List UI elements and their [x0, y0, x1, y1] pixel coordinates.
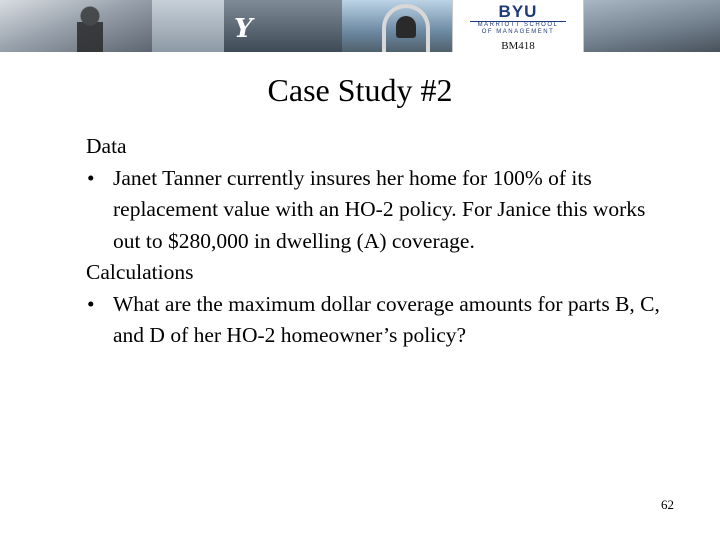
y-logo-icon: Y — [234, 14, 253, 44]
slide-title-text: Case Study #2 — [267, 72, 453, 108]
slide-body — [86, 131, 676, 352]
byu-logo-text: BYU — [498, 2, 538, 21]
section-heading-calculations: Calculations — [86, 260, 194, 284]
banner-photo-y-mountain — [224, 0, 342, 52]
section-heading-data: Data — [86, 134, 127, 158]
statue-silhouette — [70, 4, 110, 52]
slide-title — [0, 72, 720, 109]
school-subname: OF MANAGEMENT — [481, 29, 555, 35]
bullet-data-1: • Janet Tanner currently insures her home for 100% of its replacement value with an HO-2 policy. For Janice this works out to $280,000 in dwelling (A) coverage. — [86, 163, 676, 258]
banner-photo-building — [152, 0, 224, 52]
course-code: BM418 — [501, 40, 535, 52]
byu-logo-block — [452, 0, 584, 52]
banner-photo-statue — [0, 0, 152, 52]
header-banner — [0, 0, 720, 52]
banner-photo-tanner-building — [584, 0, 720, 52]
bullet-calculations-1: • What are the maximum dollar coverage amounts for parts B, C, and D of her HO-2 homeowner’s policy? — [86, 289, 676, 352]
page-number: 62 — [661, 497, 674, 512]
school-name: MARRIOTT SCHOOL — [477, 22, 559, 28]
bell-icon — [396, 16, 416, 38]
banner-photo-bell-tower — [342, 0, 452, 52]
